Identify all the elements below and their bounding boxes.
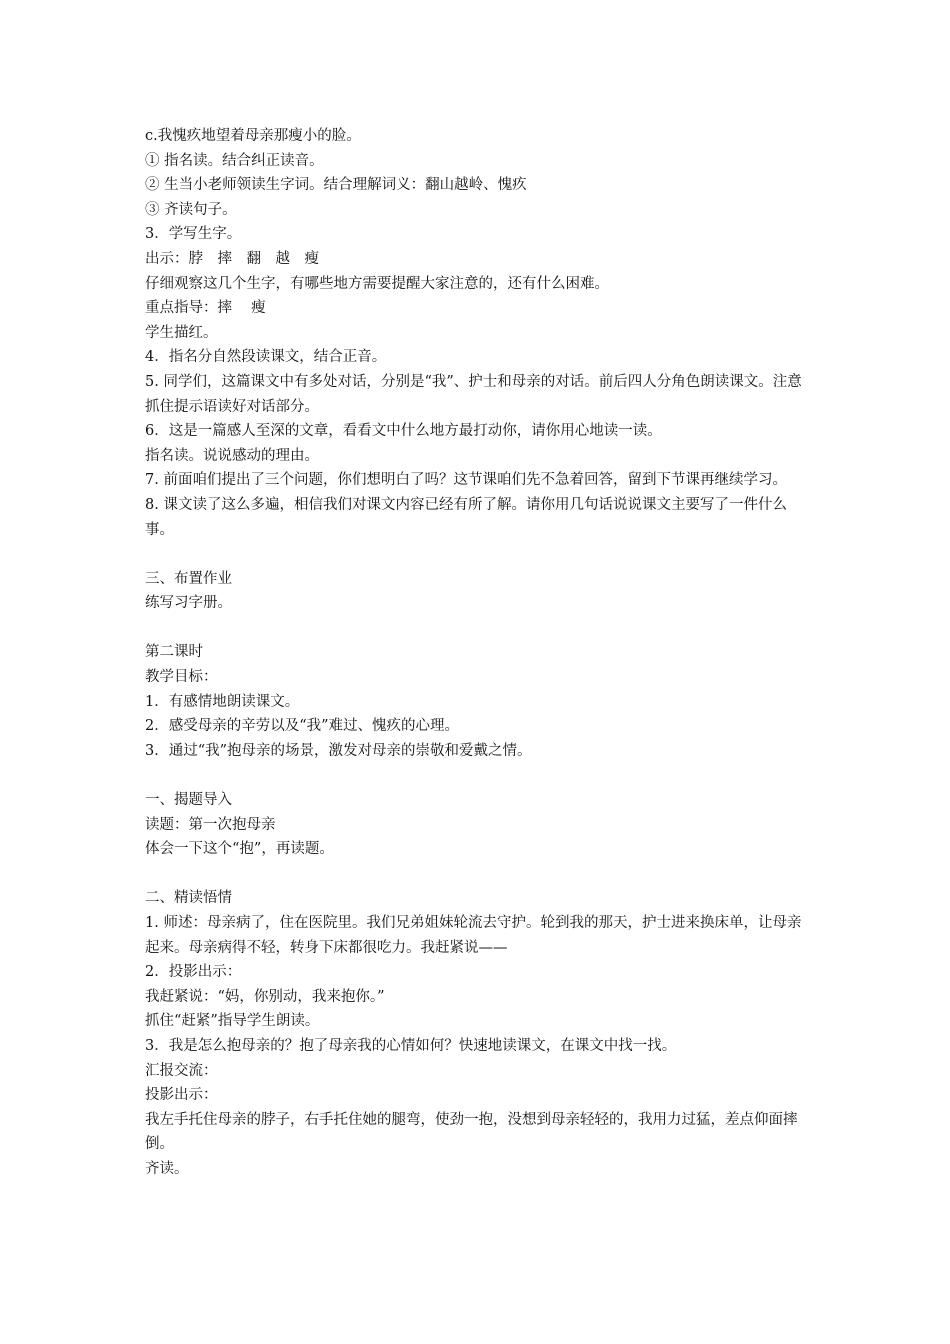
section-heading: 三、布置作业 bbox=[145, 570, 232, 587]
text-line: 齐读。 bbox=[145, 1160, 189, 1177]
text-line: 2．投影出示： bbox=[145, 964, 242, 981]
text-paragraph: 7. 前面咱们提出了三个问题，你们想明白了吗？这节课咱们先不急着回答，留到下节课再继续学习。 bbox=[145, 472, 787, 489]
text-paragraph: 5. 同学们，这篇课文中有多处对话，分别是“我”、护士和母亲的对话。前后四人分角色朗读课文。注意抓住提示语读好对话部分。 bbox=[145, 373, 802, 415]
text-line: 读题：第一次抱母亲 bbox=[145, 816, 276, 833]
blank-line bbox=[145, 763, 813, 788]
document-body bbox=[145, 124, 813, 1182]
text-line: 出示：脖 摔 翻 越 瘦 bbox=[145, 250, 319, 267]
text-line: 体会一下这个“抱”，再读题。 bbox=[145, 841, 334, 858]
text-paragraph: 1. 师述：母亲病了，住在医院里。我们兄弟姐妹轮流去守护。轮到我的那天，护士进来换床单，让母亲起来。母亲病得不轻，转身下床都很吃力。我赶紧说—— bbox=[145, 915, 802, 956]
blank-line bbox=[145, 542, 813, 567]
text-line: 重点指导：摔 瘦 bbox=[145, 300, 266, 317]
text-paragraph: 8. 课文读了这么多遍，相信我们对课文内容已经有所了解。请你用几句话说说课文主要写了一件什么事。 bbox=[145, 496, 787, 538]
text-line: ① 指名读。结合纠正读音。 bbox=[145, 152, 324, 169]
text-line: 我赶紧说：“妈，你别动，我来抱你。” bbox=[145, 988, 385, 1005]
text-line: 指名读。说说感动的理由。 bbox=[145, 447, 319, 464]
text-line: 3．学写生字。 bbox=[145, 226, 242, 243]
text-line: ② 生当小老师领读生字词。结合理解词义：翻山越岭、愧疚 bbox=[145, 177, 527, 194]
text-line: 抓住“赶紧”指导学生朗读。 bbox=[145, 1013, 320, 1030]
text-line: 仔细观察这几个生字，有哪些地方需要提醒大家注意的，还有什么困难。 bbox=[145, 275, 609, 292]
text-line: 4．指名分自然段读课文，结合正音。 bbox=[145, 349, 387, 366]
text-line: 3．通过“我”抱母亲的场景，激发对母亲的崇敬和爱戴之情。 bbox=[145, 742, 532, 759]
text-line: 1．有感情地朗读课文。 bbox=[145, 693, 300, 710]
text-line: 6．这是一篇感人至深的文章，看看文中什么地方最打动你，请你用心地读一读。 bbox=[145, 423, 662, 440]
section-heading: 一、揭题导入 bbox=[145, 792, 232, 809]
blank-line bbox=[145, 616, 813, 641]
text-line: 投影出示： bbox=[145, 1087, 218, 1104]
text-line: 汇报交流： bbox=[145, 1062, 218, 1079]
text-line: 2．感受母亲的辛劳以及“我”难过、愧疚的心理。 bbox=[145, 718, 460, 735]
text-line: ③ 齐读句子。 bbox=[145, 201, 237, 218]
text-line: 练写习字册。 bbox=[145, 595, 232, 612]
text-line: 学生描红。 bbox=[145, 324, 218, 341]
text-paragraph: 我左手托住母亲的脖子，右手托住她的腿弯，使劲一抱，没想到母亲轻轻的，我用力过猛，差点仰面摔倒。 bbox=[145, 1111, 798, 1153]
text-line: 3．我是怎么抱母亲的？抱了母亲我的心情如何？快速地读课文，在课文中找一找。 bbox=[145, 1037, 677, 1054]
section-heading: 第二课时 bbox=[145, 644, 203, 661]
blank-line bbox=[145, 862, 813, 887]
text-line: 教学目标： bbox=[145, 669, 218, 686]
text-line: c.我愧疚地望着母亲那瘦小的脸。 bbox=[145, 128, 361, 144]
section-heading: 二、精读悟情 bbox=[145, 890, 232, 907]
